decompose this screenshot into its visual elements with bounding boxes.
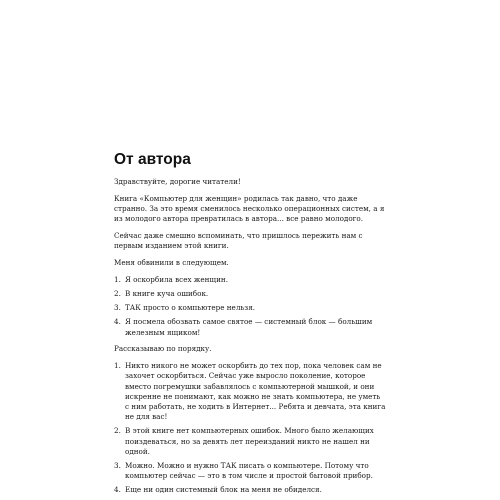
chapter-title: От автора [114,151,191,168]
list-item-number: 1. [114,361,121,371]
list-item-number: 3. [114,303,121,313]
list-item-text: Никто никого не может оскорбить до тех пор, пока человек сам не захочет оскорбиться. Сейчас уже выросло поколение, которое вместо погремушки забавлялось с компьютерной мышкой, и они искренне не понимают, как можно не знать компьютера, не уметь с ним работать, не ходить в Интернет... Ребята и девчата, эта книга не для вас! [125,361,386,422]
list-item [114,461,386,481]
list-item [114,361,386,422]
list-item-text: Еще ни один системный блок на меня не обиделся. [125,485,322,495]
list-item-number: 4. [114,317,121,327]
intro-paragraph: Книга «Компьютер для женщин» родилась так давно, что даже странно. За это время сменилось несколько операционных систем, а я из молодого автора превратилась в автора... все равно молодого. [114,193,385,224]
list-item [114,289,386,299]
accusations-list [114,275,386,338]
list-item-number: 1. [114,274,121,284]
order-intro-paragraph: Рассказываю по порядку. [114,344,212,354]
list-item [114,317,386,337]
list-item-text: ТАК просто о компьютере нельзя. [125,303,256,313]
accused-intro-paragraph: Меня обвинили в следующем. [114,258,229,267]
memory-paragraph: Сейчас даже смешно вспоминать, что пришлось пережить нам с первым изданием этой книги. [114,231,363,251]
list-item-text: Я посмела обозвать самое святое — системный блок — большим железным ящиком! [125,317,373,337]
list-item-text: Можно. Можно и нужно ТАК писать о компьютере. Потому что компьютер сейчас — это в том числе и простой бытовой прибор. [125,461,373,481]
list-item-number: 3. [114,461,121,471]
greeting-paragraph: Здравствуйте, дорогие читатели! [114,177,241,186]
list-item [114,485,386,495]
list-item-number: 2. [114,289,121,298]
list-item-number: 4. [114,485,121,495]
page-content [114,150,386,500]
list-item-text: В книге куча ошибок. [125,289,209,298]
list-item-text: Я оскорбила всех женщин. [125,274,228,284]
list-item-text: В этой книге нет компьютерных ошибок. Много было желающих поиздеваться, но за девять лет переизданий никто не нашел ни одной. [125,426,374,456]
answers-list [114,361,386,495]
list-item-number: 2. [114,426,121,436]
list-item [114,303,386,313]
list-item [114,275,386,285]
list-item [114,426,386,457]
